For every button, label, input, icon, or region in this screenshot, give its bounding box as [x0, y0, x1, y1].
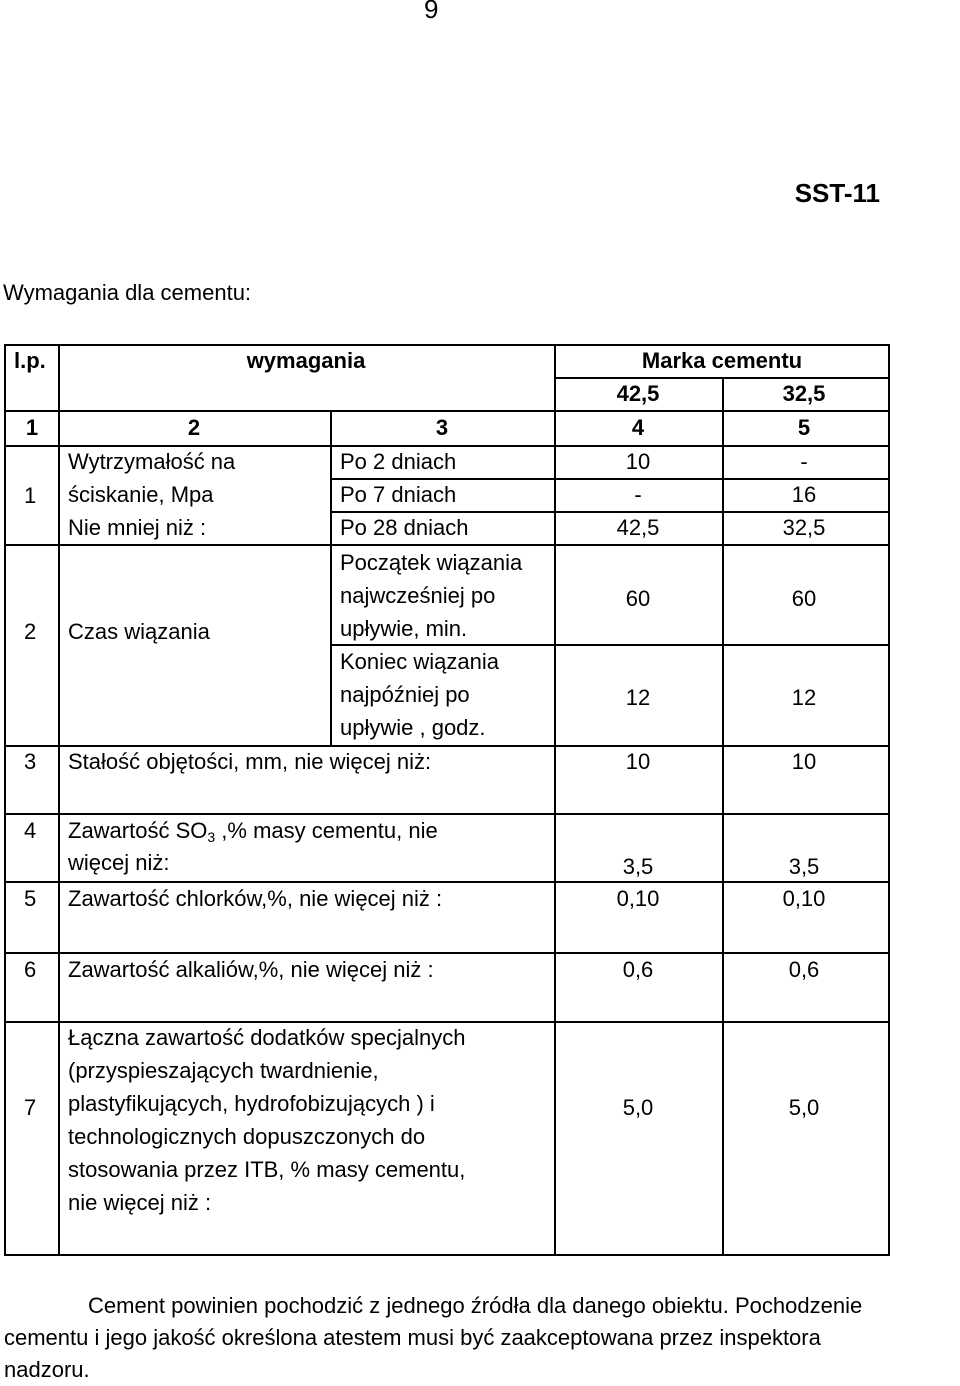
row2-setting-start-line: upływie, min. [340, 616, 468, 641]
row2-end-value-42-5: 12 [625, 685, 651, 710]
row7-label-line: plastyfikujących, hydrofobizujących ) i [68, 1091, 435, 1116]
row2-setting-start-line: Początek wiązania [340, 550, 523, 575]
row2-start-value-42-5: 60 [625, 586, 651, 611]
row-number: 7 [24, 1095, 37, 1120]
row-number: 4 [24, 818, 37, 843]
row2-end-value-32-5: 12 [791, 685, 817, 710]
table-line [4, 544, 890, 546]
footer-line: cementu i jego jakość określona atestem musi być zaakceptowana przez inspektora [4, 1325, 821, 1350]
table-col-line [554, 344, 556, 1256]
col-number: 1 [25, 415, 39, 440]
row4-label [68, 819, 438, 849]
row3-value-42-5: 10 [625, 749, 651, 774]
col-number: 4 [631, 415, 645, 440]
row2-setting-start-line: najwcześniej po [340, 583, 496, 608]
row1-value-32-5: - [800, 449, 808, 474]
row6-value-32-5: 0,6 [788, 957, 820, 982]
row7-label-line: technologicznych dopuszczonych do [68, 1124, 426, 1149]
header-cement-brand: Marka cementu [641, 348, 803, 373]
table-col-line [58, 344, 60, 1256]
row2-label: Czas wiązania [68, 619, 210, 644]
row-number: 6 [24, 957, 37, 982]
table-border-bottom [4, 1254, 890, 1256]
footer-line: Cement powinien pochodzić z jednego źródła dla danego obiektu. Pochodzenie [88, 1293, 863, 1318]
row-number: 5 [24, 886, 37, 911]
row4-value-32-5: 3,5 [788, 854, 820, 879]
header-lp: l.p. [14, 348, 46, 373]
row4-label-subscript: 3 [207, 829, 216, 845]
table-col-line [722, 377, 724, 1256]
table-line [4, 410, 890, 412]
row1-label-line: Nie mniej niż : [68, 515, 207, 540]
table-line [4, 1021, 890, 1023]
row1-label-line: Wytrzymałość na [68, 449, 236, 474]
row1-value-32-5: 16 [791, 482, 817, 507]
row4-label-post: ,% masy cementu, nie [215, 818, 438, 843]
footer-note [4, 1290, 960, 1386]
row2-setting-end-line: najpóźniej po [340, 682, 470, 707]
row-number: 3 [24, 749, 37, 774]
table-border-top [4, 344, 890, 346]
table-col-line [330, 410, 332, 745]
row2-setting-end-line: Koniec wiązania [340, 649, 499, 674]
row3-label: Stałość objętości, mm, nie więcej niż: [68, 749, 432, 774]
row5-value-42-5: 0,10 [616, 886, 660, 911]
row1-sub-label: Po 2 dniach [340, 449, 457, 474]
brand-42-5: 42,5 [616, 381, 660, 406]
row1-value-32-5: 32,5 [782, 515, 826, 540]
col-number: 2 [187, 415, 201, 440]
row5-label: Zawartość chlorków,%, nie więcej niż : [68, 886, 443, 911]
row4-value-42-5: 3,5 [622, 854, 654, 879]
cement-requirements-table [4, 344, 890, 1256]
col-number: 5 [797, 415, 811, 440]
row4-label-line2: więcej niż: [68, 850, 170, 875]
row1-value-42-5: 10 [625, 449, 651, 474]
table-line [4, 745, 890, 747]
row3-value-32-5: 10 [791, 749, 817, 774]
table-border-right [888, 344, 890, 1256]
header-requirements: wymagania [246, 348, 366, 373]
page-number: 9 [424, 0, 439, 24]
row7-label-line: nie więcej niż : [68, 1190, 212, 1215]
row1-sub-label: Po 7 dniach [340, 482, 457, 507]
row2-start-value-32-5: 60 [791, 586, 817, 611]
row1-label-line: ściskanie, Mpa [68, 482, 214, 507]
row7-label-line: stosowania przez ITB, % masy cementu, [68, 1157, 466, 1182]
row-number: 1 [24, 483, 37, 508]
row6-label: Zawartość alkaliów,%, nie więcej niż : [68, 957, 434, 982]
table-line [4, 813, 890, 815]
table-border-left [4, 344, 6, 1256]
row1-value-42-5: - [634, 482, 642, 507]
table-line [330, 478, 890, 480]
table-line [330, 644, 890, 646]
table-line [4, 445, 890, 447]
row1-value-42-5: 42,5 [616, 515, 660, 540]
row7-label-line: (przyspieszających twardnienie, [68, 1058, 379, 1083]
brand-32-5: 32,5 [782, 381, 826, 406]
row-number: 2 [24, 619, 37, 644]
row7-value-32-5: 5,0 [788, 1095, 820, 1120]
row7-label-line: Łączna zawartość dodatków specjalnych [68, 1025, 466, 1050]
table-line [4, 952, 890, 954]
row1-sub-label: Po 28 dniach [340, 515, 469, 540]
table-line [4, 881, 890, 883]
row5-value-32-5: 0,10 [782, 886, 826, 911]
table-line [330, 511, 890, 513]
row2-setting-end-line: upływie , godz. [340, 715, 486, 740]
row6-value-42-5: 0,6 [622, 957, 654, 982]
col-number: 3 [435, 415, 449, 440]
row7-value-42-5: 5,0 [622, 1095, 654, 1120]
row4-label-pre: Zawartość SO [68, 818, 208, 843]
document-code: SST-11 [794, 178, 880, 208]
footer-line: nadzoru. [4, 1357, 90, 1382]
section-title: Wymagania dla cementu: [3, 280, 252, 305]
